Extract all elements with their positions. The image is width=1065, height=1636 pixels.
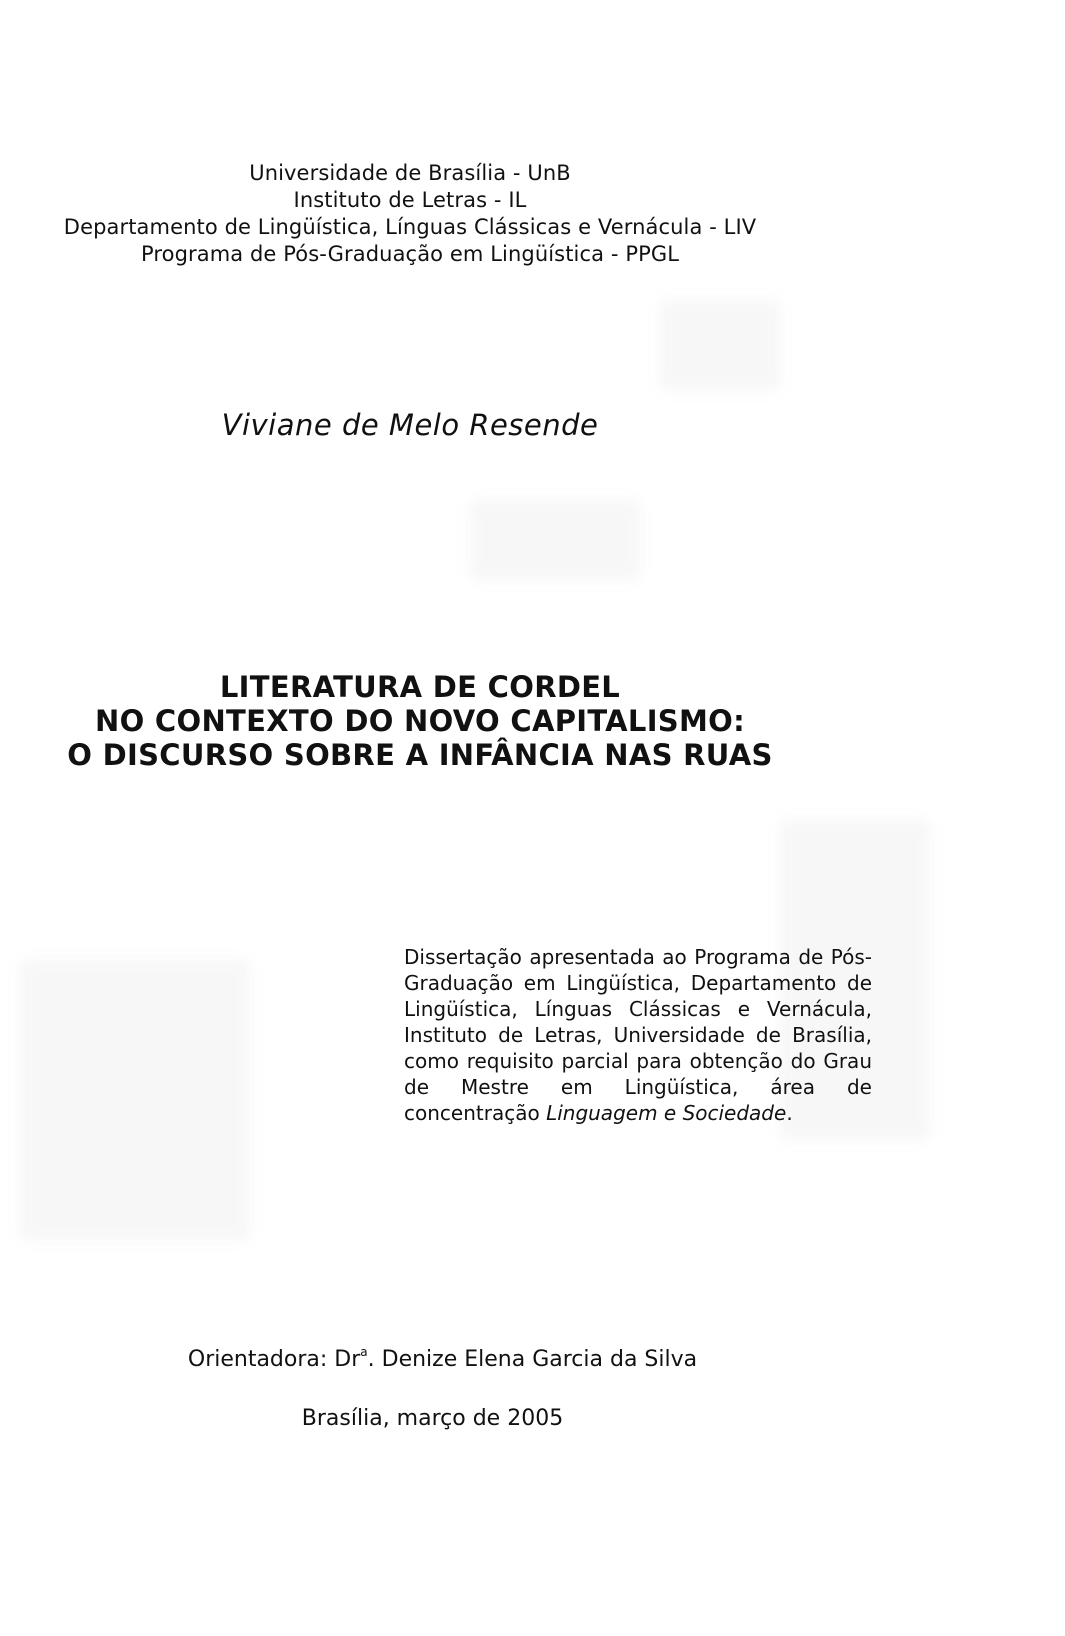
institution-header [0,160,820,268]
author-name: Viviane de Melo Resende [221,408,599,442]
scan-artifact [470,500,640,580]
statement-end: . [786,1101,793,1125]
title-line-1: LITERATURA DE CORDEL [219,670,621,704]
advisor-label: Orientadora: Dr [187,1347,361,1372]
scan-artifact [660,300,780,390]
advisor-name: . Denize Elena Garcia da Silva [367,1347,698,1372]
scan-artifact [20,960,250,1240]
statement-text: Dissertação apresentada ao Programa de Pós-Graduação em Lingüística, Departamento de Lingüística, Línguas Clássicas e Vernácula, Instituto de Letras, Universidade de Brasília, como requisito parcial para obtenção do Grau de Mestre em Lingüística, área de concentração [404,945,872,1125]
title-line-3: O DISCURSO SOBRE A INFÂNCIA NAS RUAS [67,738,773,772]
university-name: Universidade de Brasília - UnB [249,161,571,185]
institute-name: Instituto de Letras - IL [293,188,527,212]
title-line-2: NO CONTEXTO DO NOVO CAPITALISMO: [95,704,745,738]
advisor-title-superscript: a [360,1345,368,1359]
program-name: Programa de Pós-Graduação em Lingüística - PPGL [140,242,680,266]
dissertation-statement [404,944,872,1126]
place-and-date: Brasília, março de 2005 [301,1406,564,1431]
dissertation-title [0,670,840,772]
concentration-area: Linguagem e Sociedade [546,1101,787,1125]
department-name: Departamento de Lingüística, Línguas Clássicas e Vernácula - LIV [63,215,757,239]
advisor-line [0,1347,885,1372]
